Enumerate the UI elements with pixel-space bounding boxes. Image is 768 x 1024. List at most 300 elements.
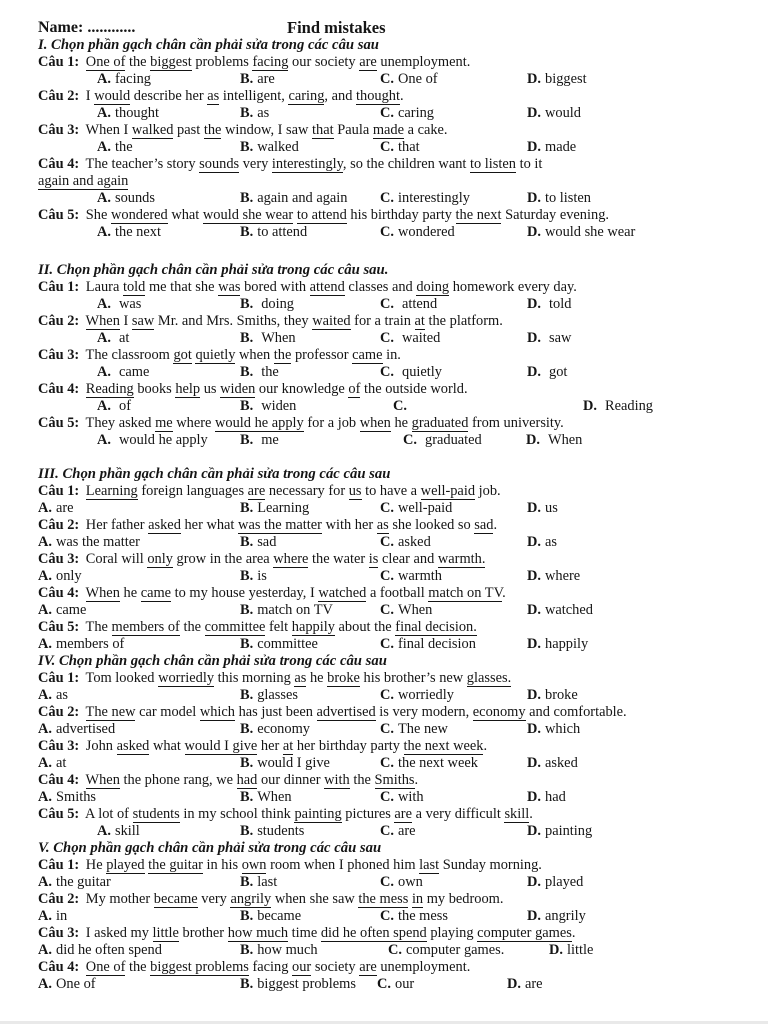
answer-options-row [38,636,754,653]
question-sentence [38,313,754,330]
underlined-segment: interestingly [271,156,343,172]
answer-option-d: D. would [527,105,581,121]
answer-option-a: A. came [38,602,87,618]
page-title: Find mistakes [287,18,386,37]
answer-option-c: C. asked [380,534,431,550]
option-letter: D. [507,976,521,992]
underlined-segment: Smiths [374,772,415,788]
section-header: II. Chọn phần gạch chân cần phải sửa trong các câu sau. [38,262,389,278]
option-letter: A. [97,296,111,312]
name-field: Name: ............ [38,19,136,36]
text-segment: he [119,585,141,601]
option-letter: C. [377,976,391,992]
answer-options-row [38,908,754,925]
text-segment: for a train [350,313,415,329]
answer-option-d: D. happily [527,636,589,652]
underlined-segment: worriedly [158,670,215,686]
underlined-segment: watched [318,585,367,601]
option-letter: B. [240,976,254,992]
underlined-segment: came [140,585,172,601]
underlined-segment: had [236,772,258,788]
underlined-segment: wondered [110,207,168,223]
option-letter: B. [240,687,254,703]
section-header: V. Chọn phần gạch chân cần phải sửa trong các câu sau [38,840,382,856]
answer-option-d: D. had [527,789,566,805]
answer-options-row [38,105,754,122]
text-segment: me that she [145,279,219,295]
answer-option-c: C. The new [380,721,448,737]
answer-option-b: B. to attend [240,224,308,240]
question-label: Câu 3: [38,551,80,567]
text-segment: pictures [341,806,395,822]
option-letter: B. [240,330,254,346]
text-segment: describe her [130,88,208,104]
option-letter: D. [527,364,541,380]
answer-option-a: A. the [97,139,133,155]
answer-option-a: A. the next [97,224,161,240]
answer-option-a: A. at [38,755,67,771]
answer-option-a: A. One of [38,976,96,992]
text-segment: Saturday evening. [501,207,609,223]
option-letter: D. [527,190,541,206]
underlined-segment: did he often spend [320,925,427,941]
option-letter: D. [527,755,541,771]
option-letter: D. [526,432,540,448]
underlined-segment: sad [474,517,494,533]
answer-option-c: C. caring [380,105,434,121]
underlined-segment: members of [111,619,180,635]
answer-option-d: D. When [526,432,583,448]
question-sentence [38,857,754,874]
answer-option-a: A. as [38,687,68,703]
option-letter: B. [240,432,254,448]
answer-options-row [38,139,754,156]
underlined-segment: One of [85,959,126,975]
underlined-segment: well-paid [420,483,476,499]
option-letter: D. [527,71,541,87]
underlined-segment: widen [220,381,256,397]
underlined-segment: painting [294,806,342,822]
underlined-segment: help [175,381,201,397]
option-letter: A. [97,224,111,240]
underlined-segment: broke [327,670,360,686]
underlined-segment: caring [288,88,325,104]
underlined-segment: walked [131,122,174,138]
underlined-segment: skill [504,806,530,822]
option-letter: D. [527,721,541,737]
underlined-segment: facing [252,54,289,70]
option-letter: C. [380,71,394,87]
option-letter: B. [240,296,254,312]
text-segment: the platform. [424,313,503,329]
answer-options-row [38,942,754,959]
text-segment: to it [515,156,543,172]
answer-option-a: A. came [97,364,150,380]
text-segment: has just been [235,704,317,720]
answer-option-a: A. was [97,296,142,312]
underlined-segment: students [132,806,180,822]
underlined-segment: with [324,772,350,788]
answer-option-d: D. biggest [527,71,587,87]
answer-option-b: B. committee [240,636,318,652]
option-letter: A. [38,500,52,516]
question-sentence [38,585,754,602]
underlined-segment: asked [116,738,150,754]
option-letter: A. [97,330,111,346]
text-segment: homework every day. [449,279,577,295]
question-sentence [38,959,754,976]
underlined-segment: is [368,551,379,567]
answer-option-b: B. became [240,908,302,924]
text-segment: society [311,959,360,975]
question-sentence [38,279,754,296]
question-label: Câu 5: [38,415,80,431]
text-segment: in my school think [179,806,295,822]
option-letter: B. [240,190,254,206]
option-letter: D. [527,602,541,618]
text-segment: The [85,619,112,635]
underlined-segment: the next week [403,738,484,754]
underlined-segment: again and again [38,173,129,189]
underlined-segment: warmth. [437,551,486,567]
option-letter: B. [240,568,254,584]
underlined-segment: thought [356,88,400,104]
answer-option-b: B. Learning [240,500,310,516]
question-label: Câu 1: [38,670,80,686]
question-label: Câu 2: [38,88,80,104]
text-segment: My mother [85,891,154,907]
question-sentence [38,704,754,721]
answer-option-b: B. walked [240,139,299,155]
answer-option-c: C. computer games. [388,942,505,958]
option-letter: B. [240,71,254,87]
answer-options-row [38,687,754,704]
text-segment: unemployment. [376,54,471,70]
answer-option-c: C. One of [380,71,438,87]
answer-option-a: A. would he apply [97,432,208,448]
option-letter: D. [527,105,541,121]
option-letter: C. [380,874,394,890]
answer-option-b: B. When [240,330,296,346]
answer-option-b: B. economy [240,721,310,737]
option-letter: B. [240,908,254,924]
text-segment: The teacher’s story [85,156,200,172]
answer-option-b: B. the [240,364,279,380]
section-header: IV. Chọn phần gạch chân cần phải sửa trong các câu sau [38,653,387,669]
option-letter: C. [393,398,407,414]
underlined-segment: One of [85,54,126,70]
answer-option-b: B. me [240,432,279,448]
answer-option-d: D. where [527,568,581,584]
answer-option-c: C. worriedly [380,687,454,703]
underlined-segment: the [203,122,222,138]
text-segment: the [125,959,151,975]
option-letter: C. [403,432,417,448]
underlined-segment: happily [291,619,335,635]
answer-option-c: C. waited [380,330,441,346]
question-label: Câu 2: [38,517,80,533]
text-segment: Laura [85,279,123,295]
question-label: Câu 5: [38,619,80,635]
question-label: Câu 4: [38,156,80,172]
text-segment: clear and [378,551,438,567]
answer-option-d: D. made [527,139,577,155]
answer-option-a: A. at [97,330,130,346]
underlined-segment: to listen [470,156,516,172]
answer-option-b: B. again and again [240,190,348,206]
text-segment: unemployment. [376,959,471,975]
underlined-segment: are [359,54,377,70]
answer-option-b: B. match on TV [240,602,333,618]
option-letter: D. [527,874,541,890]
question-sentence [38,517,754,534]
answer-option-c: C. the mess [380,908,448,924]
option-letter: C. [380,224,394,240]
underlined-segment: would he apply [215,415,304,431]
option-letter: D. [527,636,541,652]
underlined-segment: little [152,925,179,941]
question-sentence [38,806,754,823]
answer-option-d: D. would she wear [527,224,636,240]
question-sentence [38,88,754,105]
answer-options-row [38,432,754,449]
answer-option-d: D. asked [527,755,578,771]
option-letter: A. [97,105,111,121]
text-segment: our dinner [257,772,325,788]
option-letter: A. [38,534,52,550]
answer-option-a: A. skill [97,823,140,839]
underlined-segment: the guitar [148,857,203,873]
answer-option-b: B. widen [240,398,297,414]
text-segment: professor [291,347,353,363]
worksheet-content [38,18,754,993]
option-letter: A. [97,71,111,87]
text-segment: She [85,207,111,223]
answer-option-b: B. students [240,823,305,839]
answer-option-c: C. the next week [380,755,478,771]
underlined-segment: told [122,279,146,295]
answer-options-row [38,224,754,241]
option-letter: B. [240,224,254,240]
answer-option-b: B. When [240,789,292,805]
underlined-segment: asked [148,517,181,533]
underlined-segment: final decision. [395,619,477,635]
option-letter: A. [38,755,52,771]
underlined-segment: last [419,857,440,873]
text-segment: felt [265,619,292,635]
answer-option-d: D. little [549,942,594,958]
answer-options-row [38,296,754,313]
text-segment: very [197,891,231,907]
option-letter: B. [240,398,254,414]
answer-option-b: B. how much [240,942,318,958]
underlined-segment: advertised [316,704,376,720]
underlined-segment: angrily [230,891,272,907]
answer-option-d: D. to listen [527,190,591,206]
underlined-segment: us [348,483,362,499]
question-label: Câu 5: [38,207,80,223]
question-label: Câu 1: [38,54,80,70]
underlined-segment: played [106,857,145,873]
option-letter: A. [38,568,52,584]
underlined-segment: are [394,806,412,822]
option-letter: B. [240,755,254,771]
answer-options-row [38,330,754,347]
text-segment: about the [334,619,396,635]
answer-option-d: D. saw [527,330,572,346]
text-segment: the water [308,551,369,567]
underlined-segment: me [155,415,173,431]
question-label: Câu 1: [38,483,80,499]
text-segment: . [529,806,533,822]
question-label: Câu 2: [38,891,80,907]
underlined-segment: Reading [85,381,134,397]
text-segment: window, I saw [221,122,313,138]
text-segment: job. [475,483,501,499]
text-segment: a cake. [403,122,448,138]
option-letter: A. [38,602,52,618]
text-segment: intelligent, [219,88,289,104]
text-segment: time [288,925,321,941]
option-letter: D. [527,687,541,703]
underlined-segment: biggest problems [150,959,249,975]
text-segment: problems [191,54,253,70]
underlined-segment: made [372,122,404,138]
underlined-segment: graduated [411,415,469,431]
answer-option-d: D. got [527,364,568,380]
text-segment: brother [178,925,228,941]
option-letter: C. [380,139,394,155]
answer-option-d: D. Reading [583,398,653,414]
underlined-segment: the [273,347,292,363]
answer-option-c: C. quietly [380,364,442,380]
question-label: Câu 3: [38,738,80,754]
text-segment: the outside world. [360,381,468,397]
section-gap [38,449,754,466]
text-segment: he [306,670,328,686]
question-sentence [38,619,754,636]
answer-option-b: B. are [240,71,275,87]
underlined-segment: at [414,313,425,329]
answer-option-d: D. broke [527,687,578,703]
answer-options-row [38,789,754,806]
underlined-segment: committee [204,619,266,635]
questions-container [38,37,754,993]
text-segment: Paula [333,122,373,138]
option-letter: A. [97,364,111,380]
answer-option-d: D. played [527,874,584,890]
underlined-segment: When [85,313,120,329]
underlined-segment: as [376,517,389,533]
option-letter: B. [240,636,254,652]
text-segment: past [173,122,204,138]
option-letter: C. [380,330,394,346]
question-sentence [38,347,754,364]
option-letter: C. [380,721,394,737]
text-segment: to have a [361,483,421,499]
question-sentence [38,54,754,71]
answer-option-d: D. told [527,296,572,312]
text-segment: Sunday morning. [439,857,542,873]
option-letter: D. [527,534,541,550]
answer-option-a: A. advertised [38,721,116,737]
text-segment: her birthday party [293,738,404,754]
text-segment: I [85,88,95,104]
text-segment: . [414,772,419,788]
question-sentence [38,891,754,908]
underlined-segment: only [147,551,173,567]
section-header: III. Chọn phần gạch chân cần phải sửa trong các câu sau [38,466,391,482]
text-segment: his birthday party [346,207,456,223]
option-letter: D. [527,224,541,240]
answer-options-row [38,71,754,88]
question-sentence [38,483,754,500]
text-segment: us [200,381,221,397]
underlined-segment: own [241,857,267,873]
underlined-segment: When [85,772,120,788]
question-sentence [38,738,754,755]
option-letter: C. [380,190,394,206]
option-letter: B. [240,721,254,737]
underlined-segment: computer games [477,925,572,941]
underlined-segment: in [411,891,424,907]
question-label: Câu 4: [38,585,80,601]
text-segment: Coral will [85,551,148,567]
option-letter: A. [38,721,52,737]
question-sentence [38,122,754,139]
underlined-segment: as [207,88,220,104]
section-gap [38,241,754,262]
text-segment: playing [426,925,478,941]
text-segment: foreign languages [137,483,248,499]
option-letter: A. [97,398,111,414]
question-sentence [38,173,754,190]
option-letter: C. [380,296,394,312]
answer-options-row [38,500,754,517]
answer-option-c: C. that [380,139,420,155]
answer-option-a: A. was the matter [38,534,140,550]
option-letter: D. [583,398,597,414]
option-letter: D. [527,296,541,312]
option-letter: D. [527,568,541,584]
text-segment: the [179,619,205,635]
underlined-segment: would [94,88,131,104]
underlined-segment: doing [416,279,450,295]
answer-options-row [38,602,754,619]
option-letter: B. [240,942,254,958]
text-segment: my bedroom. [423,891,504,907]
underlined-segment: came [352,347,383,363]
question-label: Câu 4: [38,381,80,397]
underlined-segment: Learning [85,483,138,499]
question-sentence [38,156,754,173]
text-segment: Tom looked [85,670,159,686]
option-letter: D. [527,789,541,805]
answer-option-b: B. doing [240,296,294,312]
option-letter: C. [380,568,394,584]
option-letter: A. [38,789,52,805]
option-letter: D. [527,908,541,924]
option-letter: B. [240,105,254,121]
option-letter: C. [380,755,394,771]
answer-option-a: A. of [97,398,131,414]
text-segment: her what [180,517,239,533]
option-letter: C. [380,602,394,618]
answer-option-a: A. Smiths [38,789,96,805]
option-letter: C. [380,687,394,703]
text-segment: room when I phoned him [266,857,420,873]
text-segment: classes and [344,279,417,295]
